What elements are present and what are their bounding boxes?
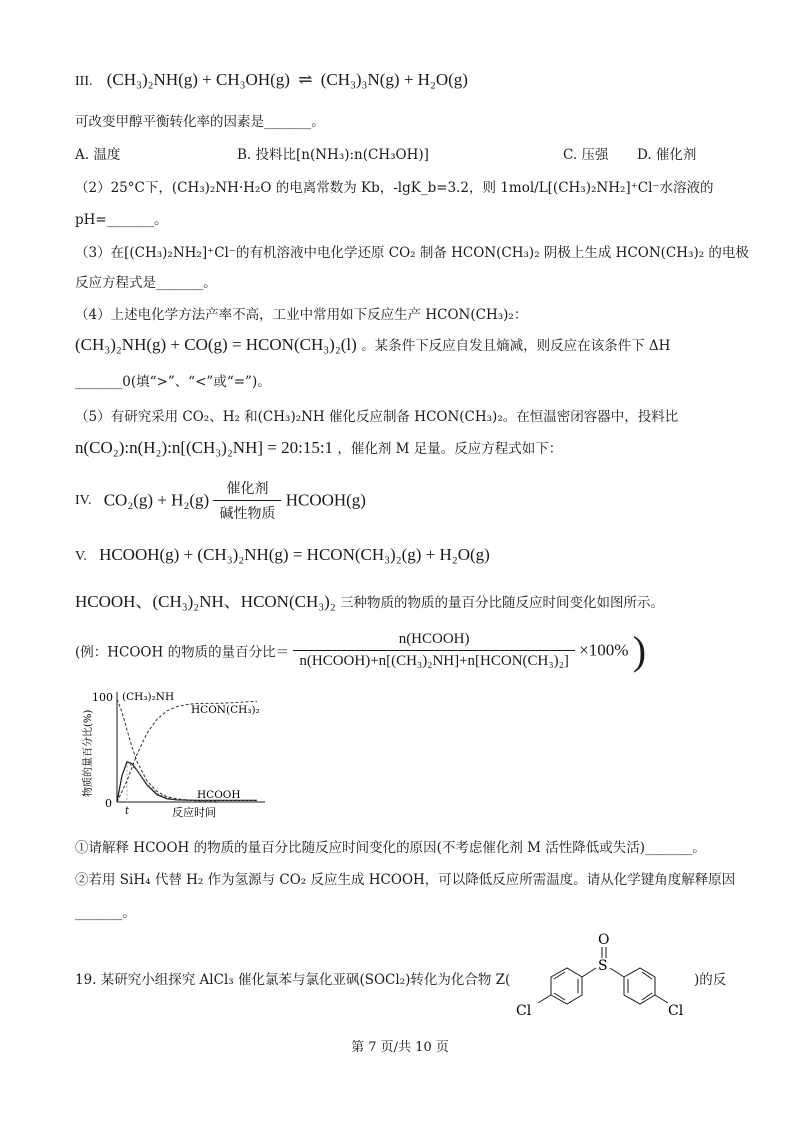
example-formula [75,627,646,674]
q-explain-2: ②若用 SiH₄ 代替 H₂ 作为氢源与 CO₂ 反应生成 HCOOH，可以降低反应所需温度。请从化学键角度解释原因 [75,872,736,888]
equation-iv [75,478,366,523]
q-explain-3: _______。 [75,905,136,921]
q5-line1: （5）有研究采用 CO₂、H₂ 和(CH₃)₂NH 催化反应制备 HCON(CH₃)₂。在恒温密闭容器中，投料比 [75,409,679,425]
q4-line1: （4）上述电化学方法产率不高，工业中常用如下反应生产 HCON(CH₃)₂： [75,307,528,323]
y-axis-label: 物质的量百分比(%) [83,709,94,797]
q5-ratio: n(CO₂):n(H₂):n[(CH₃)₂NH] = 20:15:1 [75,438,334,457]
x-axis-label: 反应时间 [172,806,216,819]
q19-suffix: )的反 [694,972,727,988]
q4-equation-tail: 。某条件下反应自发且熵减，则反应在该条件下 ΔH [361,338,671,354]
q2-line2: pH=_______。 [75,212,168,228]
q19-prefix: 19. 某研究小组探究 AlCl₃ 催化氯苯与氯化亚砜(SOCl₂)转化为化合物 Z( [75,972,511,988]
chlorine-left: Cl [516,1003,532,1019]
equilibrium-arrow-icon: ⇌ [298,70,313,89]
series-label-dmf: HCON(CH₃)₂ [191,703,260,716]
eq-condition-above: 催化剂 [226,481,269,497]
q3-line1: （3）在[(CH₃)₂NH₂]⁺Cl⁻的有机溶液中电化学还原 CO₂ 制备 HCON(CH₃)₂ 阴极上生成 HCON(CH₃)₂ 的电极 [75,245,749,261]
eq-arrow-conditions [213,478,281,523]
example-fraction [293,631,574,670]
series-line-2 [117,701,257,802]
species-tail: 三种物质的物质的量百分比随反应时间变化如图所示。 [340,595,665,611]
close-paren: ) [632,628,647,673]
time-course-chart [72,686,272,822]
example-suffix: ×100% [579,640,629,660]
sulfur-atom: S [598,958,608,974]
q2-line1: （2）25°C下，(CH₃)₂NH·H₂O 的电离常数为 Kb，-lgK_b=3.2，则 1mol/L[(CH₃)₂NH₂]⁺Cl⁻水溶液的 [75,180,714,196]
chlorine-right: Cl [668,1003,684,1019]
q4-equation: (CH₃)₂NH(g) + CO(g) = HCON(CH₃)₂(l) [75,335,357,354]
option-a: A. 温度 [75,147,121,163]
right-benzene-ring [624,968,655,1004]
page-footer: 第 7 页/共 10 页 [351,1040,449,1055]
q-explain-1: ①请解释 HCOOH 的物质的量百分比随反应时间变化的原因(不考虑催化剂 M 活性降低或失活)_______。 [75,840,706,856]
q3-line2: 反应方程式是_______。 [75,275,217,291]
eq-label: V. [75,549,87,564]
eq-label: III. [75,74,93,89]
species-line [75,587,664,612]
q4-line3: _______0(填“>”、“<”或“=”)。 [75,374,271,390]
y-tick-label: 100 [92,691,113,704]
option-b: B. 投料比[n(NH₃):n(CH₃OH)] [237,147,429,163]
q5-ratio-tail: ，催化剂 M 足量。反应方程式如下： [337,441,563,457]
q4-equation-line [75,334,670,355]
t-label: t [125,806,130,817]
example-numerator: n(HCOOH) [398,631,470,647]
option-d: D. 催化剂 [637,147,697,163]
example-denominator: n(HCOOH)+n[(CH₃)₂NH]+n[HCON(CH₃)₂] [293,650,574,670]
oxygen-atom: O [598,932,610,948]
species-formulas: HCOOH、(CH₃)₂NH、HCON(CH₃)₂ [75,592,336,611]
equation-v [75,545,490,565]
eq-label: IV. [75,493,92,509]
q5-ratio-line [75,437,562,458]
left-benzene-ring [551,968,582,1004]
equation-iii [75,70,468,90]
eq-rhs: HCOOH(g) [285,490,366,510]
eq-condition-below: 碱性物质 [213,500,281,523]
series-label-hcooh: HCOOH [197,788,241,801]
eq-lhs: (CH₃)₂NH(g) + CH₃OH(g) [106,70,290,89]
eq-text: HCOOH(g) + (CH₃)₂NH(g) = HCON(CH₃)₂(g) + H₂O(g) [99,545,490,564]
example-prefix: (例：HCOOH 的物质的量百分比＝ [75,644,290,661]
compound-z-structure [510,925,700,1020]
eq-rhs: (CH₃)₃N(g) + H₂O(g) [320,70,468,89]
question-factor: 可改变甲醇平衡转化率的因素是_______。 [75,114,325,130]
series-label-dimethylamine: (CH₃)₂NH [122,691,175,703]
eq-lhs: CO₂(g) + H₂(g) [103,490,210,510]
option-c: C. 压强 [563,147,609,163]
origin-label: 0 [105,797,112,810]
